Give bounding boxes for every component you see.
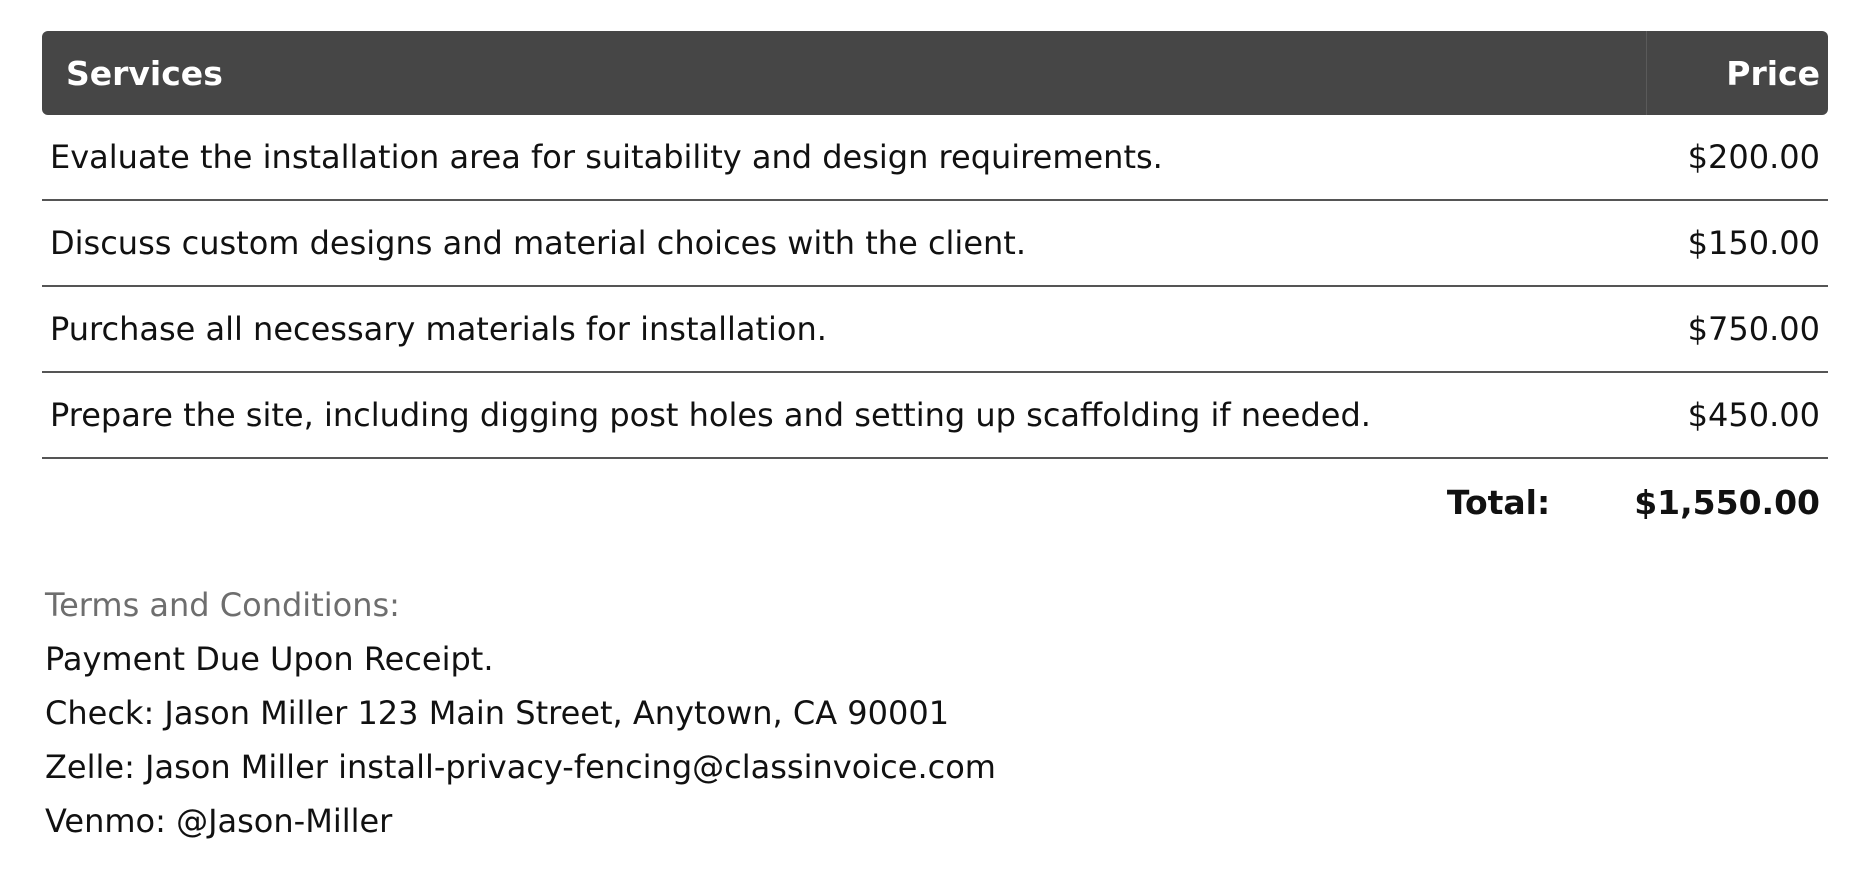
table-row: [42, 373, 1828, 459]
terms-payment-due: Payment Due Upon Receipt.: [45, 640, 494, 678]
terms-venmo: Venmo: @Jason-Miller: [45, 802, 393, 840]
service-description: Purchase all necessary materials for installation.: [50, 310, 827, 348]
table-row: [42, 287, 1828, 373]
table-row: [42, 115, 1828, 201]
total-value: $1,550.00: [1634, 482, 1820, 522]
services-table: [42, 31, 1828, 545]
terms-section: [45, 578, 996, 848]
terms-check: Check: Jason Miller 123 Main Street, Anytown, CA 90001: [45, 694, 950, 732]
service-price: $200.00: [1687, 138, 1820, 176]
service-price: $750.00: [1687, 310, 1820, 348]
service-price: $450.00: [1687, 396, 1820, 434]
total-label: Total:: [1446, 482, 1551, 522]
service-price: $150.00: [1687, 224, 1820, 262]
header-services: Services: [66, 53, 223, 93]
total-row: [42, 459, 1828, 545]
table-header: [42, 31, 1828, 115]
terms-heading: Terms and Conditions:: [45, 586, 400, 624]
service-description: Discuss custom designs and material choices with the client.: [50, 224, 1026, 262]
service-description: Prepare the site, including digging post holes and setting up scaffolding if needed.: [50, 396, 1371, 434]
service-description: Evaluate the installation area for suitability and design requirements.: [50, 138, 1163, 176]
table-row: [42, 201, 1828, 287]
header-price: Price: [1646, 31, 1828, 115]
terms-zelle: Zelle: Jason Miller install-privacy-fencing@classinvoice.com: [45, 748, 996, 786]
